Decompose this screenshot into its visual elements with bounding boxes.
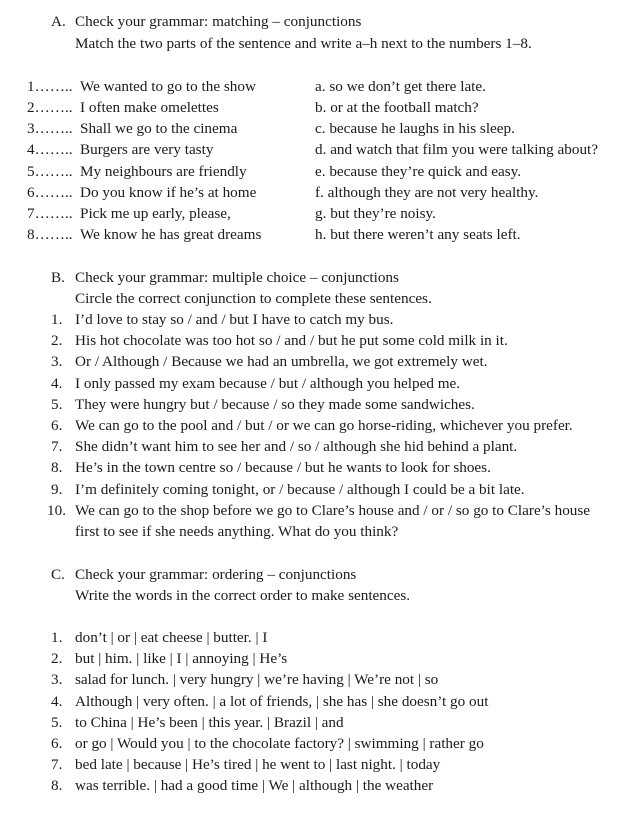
matching-left-text: Pick me up early, please,	[80, 205, 231, 222]
question-number: 3.	[51, 671, 63, 688]
matching-right-text: a. so we don’t get there late.	[315, 78, 486, 95]
matching-left-text: We know he has great dreams	[80, 226, 262, 243]
question-number: 1.	[51, 629, 63, 646]
question-text: Or / Although / Because we had an umbrella, we got extremely wet.	[75, 353, 488, 370]
question-text: was terrible. | had a good time | We | although | the weather	[75, 777, 434, 794]
matching-left-text: My neighbours are friendly	[80, 163, 247, 180]
section-b-title: Check your grammar: multiple choice – conjunctions	[75, 269, 399, 286]
matching-number: 5……..	[27, 163, 73, 180]
matching-left-text: Do you know if he’s at home	[80, 184, 257, 201]
section-a-title: Check your grammar: matching – conjunctions	[75, 13, 362, 30]
question-number: 6.	[51, 417, 63, 434]
question-number: 8.	[51, 459, 63, 476]
question-number: 5.	[51, 396, 63, 413]
matching-number: 4……..	[27, 141, 73, 158]
question-text: I only passed my exam because / but / although you helped me.	[75, 375, 461, 392]
question-text: He’s in the town centre so / because / but he wants to look for shoes.	[75, 459, 491, 476]
question-text: or go | Would you | to the chocolate factory? | swimming | rather go	[75, 735, 484, 752]
section-c-instruction: Write the words in the correct order to make sentences.	[75, 587, 411, 604]
section-b-instruction: Circle the correct conjunction to complete these sentences.	[75, 290, 432, 307]
matching-left-text: Burgers are very tasty	[80, 141, 214, 158]
question-text: I’m definitely coming tonight, or / because / although I could be a bit late.	[75, 481, 525, 498]
matching-left-text: I often make omelettes	[80, 99, 219, 116]
question-number: 4.	[51, 693, 63, 710]
matching-right-text: b. or at the football match?	[315, 99, 479, 116]
matching-number: 2……..	[27, 99, 73, 116]
question-text: Although | very often. | a lot of friends, | she has | she doesn’t go out	[75, 693, 489, 710]
matching-right-text: g. but they’re noisy.	[315, 205, 436, 222]
section-b-letter: B.	[51, 269, 65, 286]
question-number: 5.	[51, 714, 63, 731]
question-number: 8.	[51, 777, 63, 794]
matching-right-text: f. although they are not very healthy.	[315, 184, 539, 201]
question-text: bed late | because | He’s tired | he went to | last night. | today	[75, 756, 441, 773]
question-number: 2.	[51, 650, 63, 667]
question-number: 2.	[51, 332, 63, 349]
question-number: 7.	[51, 438, 63, 455]
matching-left-text: We wanted to go to the show	[80, 78, 256, 95]
question-text: don’t | or | eat cheese | butter. | I	[75, 629, 268, 646]
matching-number: 6……..	[27, 184, 73, 201]
matching-right-text: h. but there weren’t any seats left.	[315, 226, 521, 243]
matching-right-text: d. and watch that film you were talking about?	[315, 141, 598, 158]
question-text: but | him. | like | I | annoying | He’s	[75, 650, 288, 667]
question-text-continuation: first to see if she needs anything. What do you think?	[75, 523, 399, 540]
matching-left-text: Shall we go to the cinema	[80, 120, 238, 137]
question-text: I’d love to stay so / and / but I have to catch my bus.	[75, 311, 394, 328]
question-text: to China | He’s been | this year. | Brazil | and	[75, 714, 344, 731]
question-text: We can go to the shop before we go to Clare’s house and / or / so go to Clare’s house	[75, 502, 591, 519]
question-number: 6.	[51, 735, 63, 752]
question-text: We can go to the pool and / but / or we can go horse-riding, whichever you prefer.	[75, 417, 573, 434]
question-number: 10.	[47, 502, 66, 519]
question-text: His hot chocolate was too hot so / and / but he put some cold milk in it.	[75, 332, 508, 349]
question-text: salad for lunch. | very hungry | we’re having | We’re not | so	[75, 671, 439, 688]
question-text: She didn’t want him to see her and / so / although she hid behind a plant.	[75, 438, 518, 455]
question-text: They were hungry but / because / so they made some sandwiches.	[75, 396, 475, 413]
question-number: 3.	[51, 353, 63, 370]
matching-number: 3……..	[27, 120, 73, 137]
matching-number: 8……..	[27, 226, 73, 243]
section-a-instruction: Match the two parts of the sentence and write a–h next to the numbers 1–8.	[75, 35, 532, 52]
question-number: 4.	[51, 375, 63, 392]
matching-right-text: c. because he laughs in his sleep.	[315, 120, 515, 137]
question-number: 1.	[51, 311, 63, 328]
section-a-letter: A.	[51, 13, 66, 30]
section-c-title: Check your grammar: ordering – conjunctions	[75, 566, 357, 583]
question-number: 7.	[51, 756, 63, 773]
question-number: 9.	[51, 481, 63, 498]
matching-number: 7……..	[27, 205, 73, 222]
matching-right-text: e. because they’re quick and easy.	[315, 163, 522, 180]
matching-number: 1……..	[27, 78, 73, 95]
section-c-letter: C.	[51, 566, 65, 583]
